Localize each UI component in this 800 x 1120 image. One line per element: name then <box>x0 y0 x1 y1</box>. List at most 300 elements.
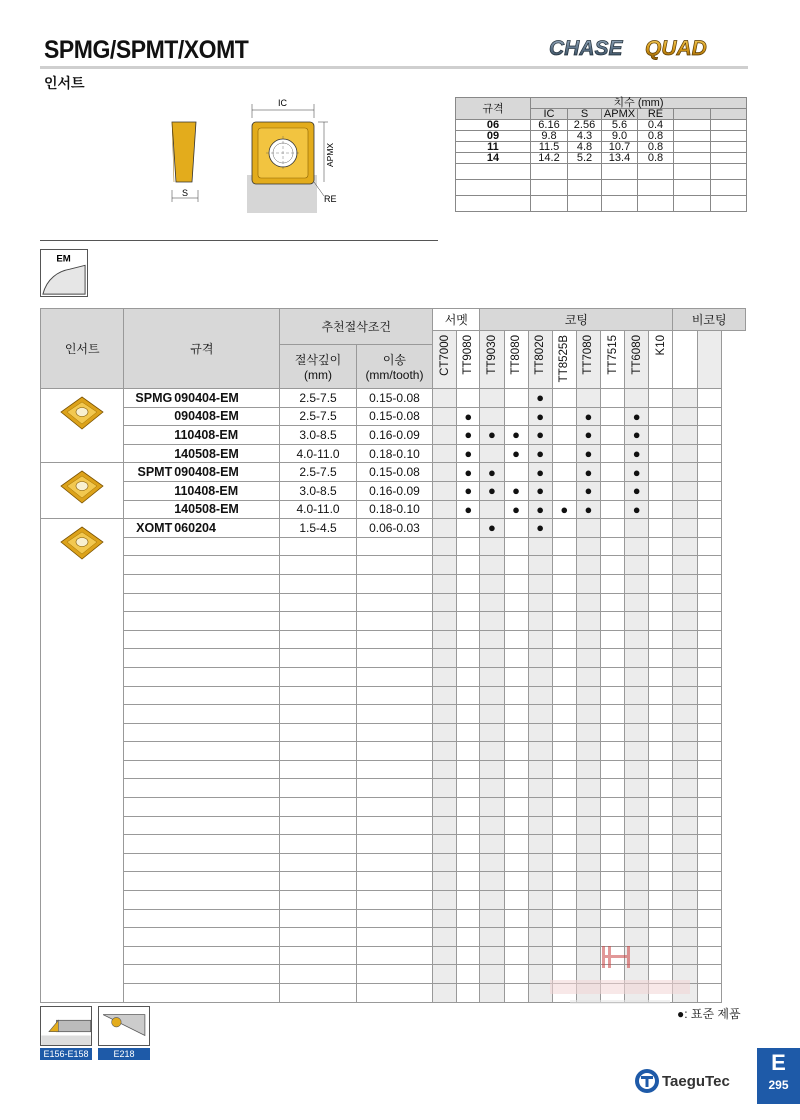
grade-cell <box>601 500 625 519</box>
grade-cell <box>649 779 673 798</box>
grade-cell <box>625 853 649 872</box>
grade-cell <box>457 667 480 686</box>
grade-cell <box>625 835 649 854</box>
grade-cell <box>625 519 649 538</box>
depth-value: 2.5-7.5 <box>280 463 356 482</box>
grade-cell <box>552 742 576 761</box>
spec-prefix <box>124 574 172 593</box>
depth-value <box>280 872 356 891</box>
grade-header: K10 <box>649 331 673 389</box>
dim-value: 4.3 <box>568 131 602 142</box>
grade-cell <box>576 519 600 538</box>
table-row <box>41 481 746 500</box>
depth-value <box>280 556 356 575</box>
grade-cell <box>673 723 697 742</box>
spec-code <box>172 835 280 854</box>
grade-cell <box>649 574 673 593</box>
depth-value <box>280 779 356 798</box>
depth-value <box>280 742 356 761</box>
availability-dot: ● <box>625 463 649 482</box>
availability-dot: ● <box>625 481 649 500</box>
grade-cell <box>697 630 721 649</box>
grade-header: TT8080 <box>504 331 528 389</box>
grade-cell <box>576 593 600 612</box>
depth-value <box>280 649 356 668</box>
spec-code: 110408-EM <box>172 426 280 445</box>
spec-prefix <box>124 872 172 891</box>
grade-cell <box>457 965 480 984</box>
grade-cell <box>673 872 697 891</box>
grade-cell <box>504 593 528 612</box>
grade-cell <box>480 742 504 761</box>
grade-cell <box>697 928 721 947</box>
spec-code <box>172 798 280 817</box>
company-name: TaeguTec <box>662 1073 730 1090</box>
spec-code: 140508-EM <box>172 444 280 463</box>
grade-cell <box>697 835 721 854</box>
grade-cell <box>697 779 721 798</box>
grade-cell <box>433 705 457 724</box>
depth-value <box>280 630 356 649</box>
grade-cell <box>552 630 576 649</box>
grade-cell <box>480 798 504 817</box>
dim-value: 2.56 <box>568 120 602 131</box>
grade-cell <box>697 760 721 779</box>
spec-code <box>172 705 280 724</box>
ic-label: IC <box>278 98 287 108</box>
dim-row <box>456 142 747 153</box>
re-label: RE <box>324 194 337 204</box>
grade-cell <box>433 593 457 612</box>
insert-image-cell <box>41 389 124 463</box>
grade-cell <box>528 705 552 724</box>
grade-cell <box>504 946 528 965</box>
grade-cell <box>673 742 697 761</box>
grade-cell <box>673 705 697 724</box>
grade-cell <box>480 649 504 668</box>
col-conditions: 추천절삭조건 <box>280 309 433 345</box>
feed-value <box>356 612 432 631</box>
availability-dot: ● <box>504 500 528 519</box>
col-uncoated: 비코팅 <box>673 309 746 331</box>
depth-value <box>280 928 356 947</box>
grade-cell <box>649 705 673 724</box>
empty-row <box>41 705 746 724</box>
grade-cell <box>504 965 528 984</box>
grade-cell <box>528 723 552 742</box>
grade-cell <box>457 686 480 705</box>
apmx-label: APMX <box>325 142 335 167</box>
feed-value <box>356 593 432 612</box>
grade-cell <box>480 705 504 724</box>
grade-cell <box>601 537 625 556</box>
grade-cell <box>480 928 504 947</box>
depth-value: 4.0-11.0 <box>280 444 356 463</box>
empty-row <box>41 574 746 593</box>
grade-cell <box>649 556 673 575</box>
grade-cell <box>697 853 721 872</box>
feed-value <box>356 779 432 798</box>
grade-cell <box>504 574 528 593</box>
grade-cell <box>504 667 528 686</box>
availability-dot: ● <box>457 407 480 426</box>
grade-cell <box>697 519 721 538</box>
grade-cell <box>601 463 625 482</box>
grade-cell <box>433 686 457 705</box>
grade-cell <box>480 500 504 519</box>
reference-link-2[interactable]: E218 <box>98 1048 150 1060</box>
spec-code <box>172 946 280 965</box>
feed-value: 0.15-0.08 <box>356 407 432 426</box>
spec-prefix <box>124 946 172 965</box>
grade-cell <box>433 444 457 463</box>
grade-cell <box>528 891 552 910</box>
grade-cell <box>504 872 528 891</box>
grade-cell <box>625 705 649 724</box>
grade-cell <box>673 667 697 686</box>
col-coated: 코팅 <box>480 309 673 331</box>
grade-cell <box>433 946 457 965</box>
grade-cell <box>649 798 673 817</box>
grade-cell <box>457 519 480 538</box>
col-cermet: 서멧 <box>433 309 480 331</box>
grade-cell <box>601 742 625 761</box>
feed-value <box>356 965 432 984</box>
grade-cell <box>480 872 504 891</box>
empty-row <box>41 853 746 872</box>
grade-cell <box>504 853 528 872</box>
grade-cell <box>601 426 625 445</box>
availability-dot: ● <box>528 389 552 408</box>
grade-cell <box>528 537 552 556</box>
grade-cell <box>601 723 625 742</box>
grade-cell <box>649 407 673 426</box>
grade-cell <box>673 649 697 668</box>
feed-value <box>356 798 432 817</box>
empty-row <box>41 816 746 835</box>
grade-cell <box>697 984 721 1003</box>
empty-row <box>41 760 746 779</box>
depth-value <box>280 723 356 742</box>
grade-cell <box>433 984 457 1003</box>
grade-cell <box>625 389 649 408</box>
grade-cell <box>528 909 552 928</box>
grade-cell <box>480 574 504 593</box>
grade-cell <box>457 389 480 408</box>
spec-code: 110408-EM <box>172 481 280 500</box>
grade-cell <box>576 909 600 928</box>
grade-cell <box>457 574 480 593</box>
dim-value: 10.7 <box>602 142 638 153</box>
grade-cell <box>457 723 480 742</box>
grade-cell <box>697 965 721 984</box>
grade-cell <box>528 574 552 593</box>
grade-cell <box>504 909 528 928</box>
grade-cell <box>649 500 673 519</box>
grade-cell <box>673 760 697 779</box>
depth-value <box>280 798 356 817</box>
grade-cell <box>697 742 721 761</box>
grade-cell <box>649 426 673 445</box>
empty-row <box>41 872 746 891</box>
spec-prefix <box>124 444 172 463</box>
empty-row <box>41 556 746 575</box>
grade-cell <box>480 686 504 705</box>
grade-cell <box>673 612 697 631</box>
grade-cell <box>480 779 504 798</box>
grade-cell <box>457 612 480 631</box>
grade-cell <box>480 723 504 742</box>
spec-code: 090408-EM <box>172 407 280 426</box>
grade-cell <box>552 779 576 798</box>
grade-cell <box>480 760 504 779</box>
grade-cell <box>528 667 552 686</box>
grade-cell <box>697 537 721 556</box>
depth-value <box>280 891 356 910</box>
spec-code <box>172 984 280 1003</box>
feed-value <box>356 928 432 947</box>
page-subtitle: 인서트 <box>44 75 85 91</box>
depth-value <box>280 705 356 724</box>
chasequad-logo <box>547 34 747 60</box>
empty-row <box>41 667 746 686</box>
grade-cell <box>552 612 576 631</box>
depth-value <box>280 909 356 928</box>
svg-text:QUAD: QUAD <box>645 37 707 60</box>
grade-cell <box>697 593 721 612</box>
availability-dot: ● <box>457 444 480 463</box>
grade-cell <box>673 444 697 463</box>
grade-cell <box>673 463 697 482</box>
grade-cell <box>457 537 480 556</box>
grade-cell <box>673 798 697 817</box>
spec-prefix <box>124 537 172 556</box>
grade-cell <box>625 667 649 686</box>
spec-code: 060204 <box>172 519 280 538</box>
grade-cell <box>673 389 697 408</box>
section-tab: E 295 <box>757 1048 800 1104</box>
grade-cell <box>601 835 625 854</box>
grade-cell <box>576 742 600 761</box>
depth-value <box>280 853 356 872</box>
depth-value: 2.5-7.5 <box>280 389 356 408</box>
grade-cell <box>480 965 504 984</box>
grade-cell <box>576 760 600 779</box>
grade-cell <box>601 389 625 408</box>
grade-cell <box>433 835 457 854</box>
spmg-insert-icon <box>59 395 105 433</box>
empty-row <box>41 630 746 649</box>
spec-prefix <box>124 630 172 649</box>
grade-cell <box>552 798 576 817</box>
grade-cell <box>552 909 576 928</box>
feed-value <box>356 574 432 593</box>
insert-image-cell <box>41 519 124 1002</box>
grade-cell <box>480 537 504 556</box>
dim-col-apmx: APMX <box>602 109 638 120</box>
availability-dot: ● <box>625 426 649 445</box>
grade-cell <box>480 444 504 463</box>
grade-cell <box>433 909 457 928</box>
feed-value <box>356 835 432 854</box>
grade-cell <box>504 463 528 482</box>
grade-cell <box>649 444 673 463</box>
availability-dot: ● <box>552 500 576 519</box>
grade-cell <box>528 556 552 575</box>
spec-prefix <box>124 593 172 612</box>
spec-prefix <box>124 649 172 668</box>
grade-cell <box>625 630 649 649</box>
dim-spec-header: 규격 <box>456 98 531 120</box>
grade-cell <box>504 816 528 835</box>
grade-cell <box>504 556 528 575</box>
grade-cell <box>673 779 697 798</box>
availability-dot: ● <box>528 463 552 482</box>
table-row <box>41 463 746 482</box>
grade-cell <box>625 556 649 575</box>
depth-value <box>280 667 356 686</box>
spec-code <box>172 593 280 612</box>
watermark-logo <box>540 940 700 1015</box>
grade-cell <box>673 500 697 519</box>
grade-cell <box>552 537 576 556</box>
spec-code <box>172 853 280 872</box>
grade-cell <box>433 481 457 500</box>
grade-cell <box>528 798 552 817</box>
spec-code <box>172 742 280 761</box>
grade-cell <box>649 612 673 631</box>
availability-dot: ● <box>480 481 504 500</box>
availability-dot: ● <box>576 481 600 500</box>
availability-dot: ● <box>528 519 552 538</box>
grade-cell <box>673 574 697 593</box>
grade-cell <box>480 816 504 835</box>
feed-value <box>356 537 432 556</box>
insert-image-cell <box>41 463 124 519</box>
spec-prefix: SPMG <box>124 389 172 408</box>
grade-cell <box>457 835 480 854</box>
grade-cell <box>528 649 552 668</box>
availability-dot: ● <box>528 426 552 445</box>
grade-cell <box>576 705 600 724</box>
dim-col-s: S <box>568 109 602 120</box>
availability-dot: ● <box>625 500 649 519</box>
grade-cell <box>649 891 673 910</box>
grade-cell <box>697 574 721 593</box>
grade-cell <box>457 816 480 835</box>
grade-cell <box>457 909 480 928</box>
feed-value <box>356 742 432 761</box>
availability-dot: ● <box>457 463 480 482</box>
grade-cell <box>433 779 457 798</box>
grade-cell <box>457 928 480 947</box>
grade-cell <box>552 519 576 538</box>
grade-cell <box>697 500 721 519</box>
grade-cell <box>504 928 528 947</box>
availability-dot: ● <box>480 463 504 482</box>
grade-cell <box>673 407 697 426</box>
grade-cell <box>697 816 721 835</box>
dim-value: 0.8 <box>638 142 674 153</box>
grade-cell <box>673 891 697 910</box>
availability-dot: ● <box>625 407 649 426</box>
spec-code <box>172 556 280 575</box>
dim-value: 0.8 <box>638 131 674 142</box>
insert-dimension-drawing <box>150 90 350 215</box>
depth-value: 3.0-8.5 <box>280 426 356 445</box>
spec-prefix <box>124 779 172 798</box>
grade-cell <box>649 649 673 668</box>
spec-prefix <box>124 891 172 910</box>
grade-cell <box>433 426 457 445</box>
grade-cell <box>552 891 576 910</box>
table-row <box>41 500 746 519</box>
grade-cell <box>601 779 625 798</box>
grade-header: TT7515 <box>601 331 625 389</box>
spec-prefix <box>124 928 172 947</box>
grade-cell <box>576 612 600 631</box>
feed-value: 0.16-0.09 <box>356 426 432 445</box>
spec-prefix <box>124 556 172 575</box>
grade-cell <box>504 686 528 705</box>
col-feed: 이송 (mm/tooth) <box>356 345 432 389</box>
dim-value: 14.2 <box>531 153 568 164</box>
grade-cell <box>528 816 552 835</box>
depth-value <box>280 816 356 835</box>
table-row <box>41 389 746 408</box>
grade-cell <box>552 705 576 724</box>
grade-cell <box>576 872 600 891</box>
s-label: S <box>182 188 189 198</box>
spec-prefix <box>124 798 172 817</box>
availability-dot: ● <box>576 500 600 519</box>
grade-cell <box>576 779 600 798</box>
grade-cell <box>504 984 528 1003</box>
grade-cell <box>649 463 673 482</box>
grade-cell <box>433 500 457 519</box>
feed-value <box>356 816 432 835</box>
grade-cell <box>457 630 480 649</box>
grade-cell <box>457 853 480 872</box>
grade-cell <box>697 872 721 891</box>
grade-cell <box>457 593 480 612</box>
grade-cell <box>576 667 600 686</box>
grade-cell <box>457 705 480 724</box>
grade-cell <box>528 760 552 779</box>
grade-cell <box>433 816 457 835</box>
grade-cell <box>480 835 504 854</box>
grade-cell <box>433 389 457 408</box>
spec-code: 090408-EM <box>172 463 280 482</box>
reference-link-1[interactable]: E156-E158 <box>40 1048 92 1060</box>
grade-cell <box>480 407 504 426</box>
dim-code: 14 <box>456 153 531 164</box>
feed-value <box>356 630 432 649</box>
feed-value: 0.06-0.03 <box>356 519 432 538</box>
feed-value <box>356 853 432 872</box>
empty-row <box>41 723 746 742</box>
grade-cell <box>576 816 600 835</box>
grade-cell <box>601 760 625 779</box>
grade-cell <box>673 556 697 575</box>
depth-value <box>280 835 356 854</box>
grade-cell <box>552 760 576 779</box>
grade-cell <box>552 723 576 742</box>
feed-value <box>356 723 432 742</box>
dim-value: 13.4 <box>602 153 638 164</box>
grade-cell <box>601 909 625 928</box>
grade-cell <box>504 389 528 408</box>
